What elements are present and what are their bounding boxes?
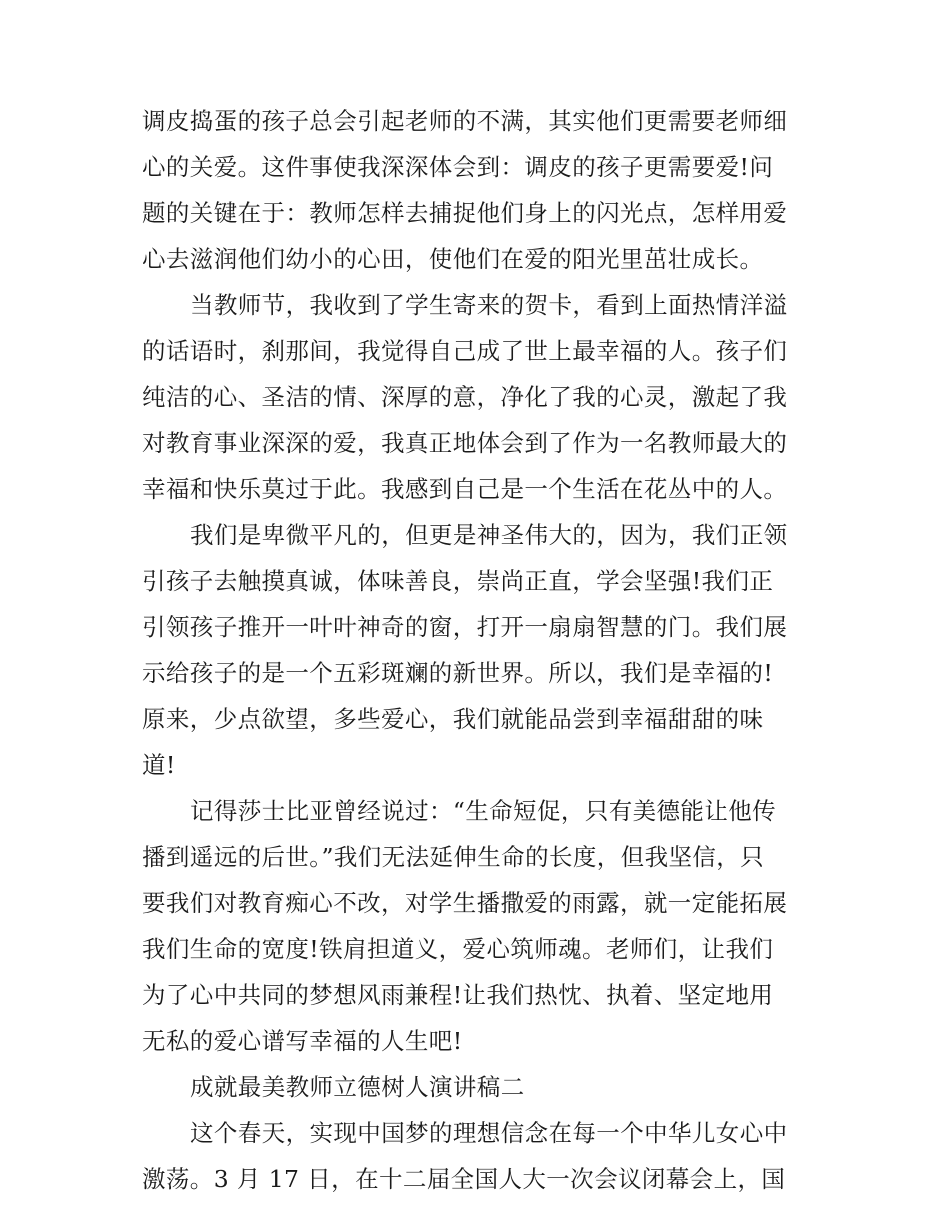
text-line: 播到遥远的后世。”我们无法延伸生命的长度，但我坚信，只: [142, 843, 765, 871]
text-line: 对教育事业深深的爱，我真正地体会到了作为一名教师最大的: [142, 429, 788, 457]
section-heading: 成就最美教师立德树人演讲稿二: [190, 1073, 525, 1101]
text-line: 引领孩子推开一叶叶神奇的窗，打开一扇扇智慧的门。我们展: [142, 613, 788, 641]
text-line: 引孩子去触摸真诚，体味善良，崇尚正直，学会坚强!我们正: [142, 567, 774, 595]
text-line: 无私的爱心谱写幸福的人生吧!: [142, 1027, 463, 1055]
text-line: 心去滋润他们幼小的心田，使他们在爱的阳光里茁壮成长。: [142, 245, 764, 273]
text-line: 题的关键在于：教师怎样去捕捉他们身上的闪光点，怎样用爱: [142, 199, 788, 227]
paragraph-first-line: 这个春天，实现中国梦的理想信念在每一个中华儿女心中: [190, 1119, 788, 1147]
text-line: 示给孩子的是一个五彩斑斓的新世界。所以，我们是幸福的!: [142, 659, 774, 687]
paragraph-first-line: 当教师节，我收到了学生寄来的贺卡，看到上面热情洋溢: [190, 291, 788, 319]
text-line: 纯洁的心、圣洁的情、深厚的意，净化了我的心灵，激起了我: [142, 383, 788, 411]
text-line: 心的关爱。这件事使我深深体会到：调皮的孩子更需要爱!问: [142, 153, 774, 181]
text-line: 原来，少点欲望，多些爱心，我们就能品尝到幸福甜甜的味: [142, 705, 764, 733]
text-line: 为了心中共同的梦想风雨兼程!让我们热忱、执着、坚定地用: [142, 981, 774, 1009]
text-line: 道!: [142, 751, 176, 779]
paragraph-first-line: 我们是卑微平凡的，但更是神圣伟大的，因为，我们正领: [190, 521, 788, 549]
text-line: 幸福和快乐莫过于此。我感到自己是一个生活在花丛中的人。: [142, 475, 788, 503]
text-line: 激荡。3 月 17 日，在十二届全国人大一次会议闭幕会上，国: [142, 1165, 786, 1193]
text-line: 的话语时，刹那间，我觉得自己成了世上最幸福的人。孩子们: [142, 337, 788, 365]
paragraph-first-line: 记得莎士比亚曾经说过：“生命短促，只有美德能让他传: [190, 797, 777, 825]
text-line: 我们生命的宽度!铁肩担道义，爱心筑师魂。老师们，让我们: [142, 935, 774, 963]
text-line: 调皮捣蛋的孩子总会引起老师的不满，其实他们更需要老师细: [142, 107, 788, 135]
text-line: 要我们对教育痴心不改，对学生播撒爱的雨露，就一定能拓展: [142, 889, 788, 917]
